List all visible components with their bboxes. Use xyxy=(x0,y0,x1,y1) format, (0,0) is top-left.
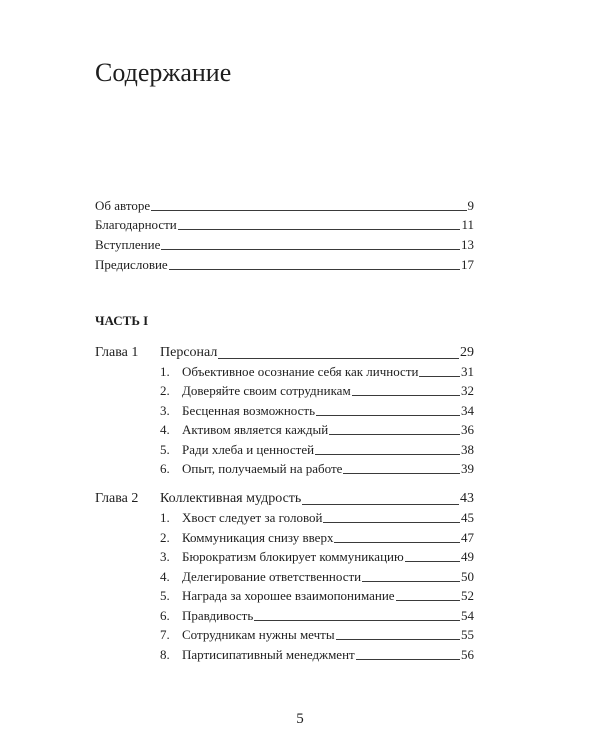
toc-section[interactable] xyxy=(160,460,474,476)
toc-section[interactable] xyxy=(160,509,474,525)
chapter-label: Глава 2 xyxy=(95,491,139,506)
toc-section[interactable] xyxy=(160,626,474,642)
section-label xyxy=(160,608,254,623)
section-page: 38 xyxy=(461,442,474,457)
toc-leader-line xyxy=(218,358,459,359)
toc-leader-line xyxy=(396,600,460,601)
toc-leader-line xyxy=(352,395,460,396)
section-number: 2. xyxy=(160,383,170,398)
toc-leader-line xyxy=(316,415,460,416)
toc-section[interactable] xyxy=(160,363,474,379)
section-label xyxy=(160,510,323,525)
chapter-page: 43 xyxy=(460,491,474,506)
section-title: Ради хлеба и ценностей xyxy=(182,442,315,457)
toc-leader-line xyxy=(302,504,459,505)
section-title: Делегирование ответственности xyxy=(182,569,362,584)
section-title: Партисипативный менеджмент xyxy=(182,647,355,662)
toc-leader-line xyxy=(254,620,460,621)
toc-section[interactable] xyxy=(160,402,474,418)
toc-section[interactable] xyxy=(160,382,474,398)
section-number: 8. xyxy=(160,647,170,662)
section-label xyxy=(160,530,334,545)
toc-entry-about-author[interactable] xyxy=(95,197,474,213)
section-number: 5. xyxy=(160,588,170,603)
toc-section[interactable] xyxy=(160,607,474,623)
toc-leader-line xyxy=(336,639,460,640)
section-title: Опыт, получаемый на работе xyxy=(182,461,343,476)
toc-chapter-1[interactable] xyxy=(160,344,474,361)
toc-entry-label: Предисловие xyxy=(95,257,168,272)
chapter-page: 29 xyxy=(460,345,474,360)
section-page: 39 xyxy=(461,461,474,476)
section-page: 55 xyxy=(461,627,474,642)
toc-section[interactable] xyxy=(160,548,474,564)
toc-leader-line xyxy=(334,542,460,543)
toc-entry-page: 13 xyxy=(461,237,474,252)
section-label xyxy=(160,383,352,398)
toc-section[interactable] xyxy=(160,441,474,457)
toc-entry-preface[interactable] xyxy=(95,256,474,272)
section-title: Активом является каждый xyxy=(182,422,329,437)
toc-leader-line xyxy=(405,561,460,562)
section-label xyxy=(160,647,356,662)
section-number: 4. xyxy=(160,569,170,584)
section-title: Награда за хорошее взаимопонимание xyxy=(182,588,395,603)
page-title: Содержание xyxy=(95,58,232,87)
toc-leader-line xyxy=(343,473,460,474)
section-page: 50 xyxy=(461,569,474,584)
toc-entry-page: 17 xyxy=(461,257,474,272)
toc-entry-page: 11 xyxy=(461,217,474,232)
toc-leader-line xyxy=(178,229,461,230)
page-number: 5 xyxy=(296,711,304,727)
toc-section[interactable] xyxy=(160,646,474,662)
section-number: 5. xyxy=(160,442,170,457)
section-number: 4. xyxy=(160,422,170,437)
part-title: ЧАСТЬ I xyxy=(95,313,149,328)
section-page: 36 xyxy=(461,422,474,437)
section-title: Коммуникация снизу вверх xyxy=(182,530,334,545)
section-title: Доверяйте своим сотрудникам xyxy=(182,383,351,398)
section-number: 1. xyxy=(160,510,170,525)
toc-entry-page: 9 xyxy=(467,198,474,213)
section-page: 52 xyxy=(461,588,474,603)
toc-entry-acknowledgements[interactable] xyxy=(95,216,474,232)
section-title: Хвост следует за головой xyxy=(182,510,323,525)
section-page: 54 xyxy=(461,608,474,623)
chapter-title: Коллективная мудрость xyxy=(160,491,302,506)
section-number: 2. xyxy=(160,530,170,545)
toc-leader-line xyxy=(323,522,460,523)
toc-leader-line xyxy=(169,269,460,270)
section-title: Бюрократизм блокирует коммуникацию xyxy=(182,549,404,564)
section-number: 6. xyxy=(160,608,170,623)
section-label xyxy=(160,588,396,603)
section-number: 7. xyxy=(160,627,170,642)
toc-entry-label: Об авторе xyxy=(95,198,151,213)
section-page: 45 xyxy=(461,510,474,525)
toc-entry-label: Вступление xyxy=(95,237,161,252)
toc-leader-line xyxy=(362,581,460,582)
toc-leader-line xyxy=(151,210,466,211)
toc-section[interactable] xyxy=(160,421,474,437)
section-number: 3. xyxy=(160,549,170,564)
toc-section[interactable] xyxy=(160,568,474,584)
section-label xyxy=(160,442,315,457)
section-page: 56 xyxy=(461,647,474,662)
toc-chapter-2[interactable] xyxy=(160,490,474,507)
toc-leader-line xyxy=(315,454,460,455)
section-title: Правдивость xyxy=(182,608,254,623)
section-number: 1. xyxy=(160,364,170,379)
section-page: 49 xyxy=(461,549,474,564)
section-page: 34 xyxy=(461,403,474,418)
section-title: Сотрудникам нужны мечты xyxy=(182,627,335,642)
section-label xyxy=(160,422,329,437)
section-label xyxy=(160,403,316,418)
toc-section[interactable] xyxy=(160,529,474,545)
section-number: 6. xyxy=(160,461,170,476)
section-number: 3. xyxy=(160,403,170,418)
section-page: 31 xyxy=(461,364,474,379)
toc-entry-label: Благодарности xyxy=(95,217,177,232)
section-title: Бесценная возможность xyxy=(182,403,316,418)
section-label xyxy=(160,364,419,379)
section-page: 47 xyxy=(461,530,474,545)
toc-leader-line xyxy=(356,659,460,660)
toc-leader-line xyxy=(161,249,460,250)
section-page: 32 xyxy=(461,383,474,398)
chapter-title: Персонал xyxy=(160,345,218,360)
section-label xyxy=(160,461,343,476)
toc-leader-line xyxy=(329,434,460,435)
toc-section[interactable] xyxy=(160,587,474,603)
toc-leader-line xyxy=(419,376,460,377)
section-title: Объективное осознание себя как личности xyxy=(182,364,419,379)
section-label xyxy=(160,627,336,642)
section-label xyxy=(160,569,362,584)
chapter-label: Глава 1 xyxy=(95,345,139,360)
section-label xyxy=(160,549,405,564)
toc-entry-introduction[interactable] xyxy=(95,236,474,252)
